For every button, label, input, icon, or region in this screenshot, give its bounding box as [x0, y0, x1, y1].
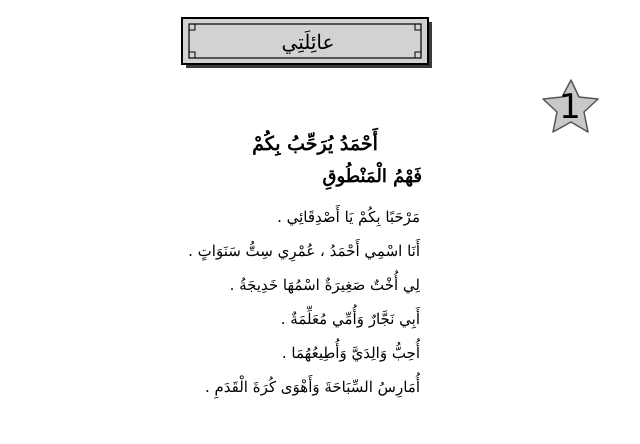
page-title: عائِلَتِي	[281, 30, 335, 54]
text-line: أُحِبُّ وَالِدَيَّ وَأُطِيعُهُمَا .	[281, 344, 420, 362]
text-line: أَبِي نَجَّارٌ وَأُمِّي مُعَلِّمَةٌ .	[280, 310, 420, 328]
lesson-title: أَحْمَدُ يُرَحِّبُ بِكُمْ	[252, 133, 378, 155]
text-line: أُمَارِسُ السِّبَاحَةَ وَأَهْوَى كُرَةَ الْقَدَمِ .	[204, 378, 420, 396]
lesson-number: 1	[559, 87, 581, 127]
text-line: مَرْحَبًا بِكُمْ يَا أَصْدِقَائِي .	[277, 208, 420, 226]
title-banner	[180, 16, 436, 72]
text-line: لِي أُخْتٌ صَغِيرَةٌ اسْمُهَا خَدِيجَةُ .	[229, 276, 420, 294]
text-line: أَنَا اسْمِي أَحْمَدُ ، عُمْرِي سِتُّ سَنَوَاتٍ .	[188, 242, 420, 260]
text-lines	[40, 200, 420, 404]
lesson-number-badge	[540, 78, 600, 136]
section-title: فَهْمُ الْمَنْطُوقِ	[322, 166, 422, 187]
